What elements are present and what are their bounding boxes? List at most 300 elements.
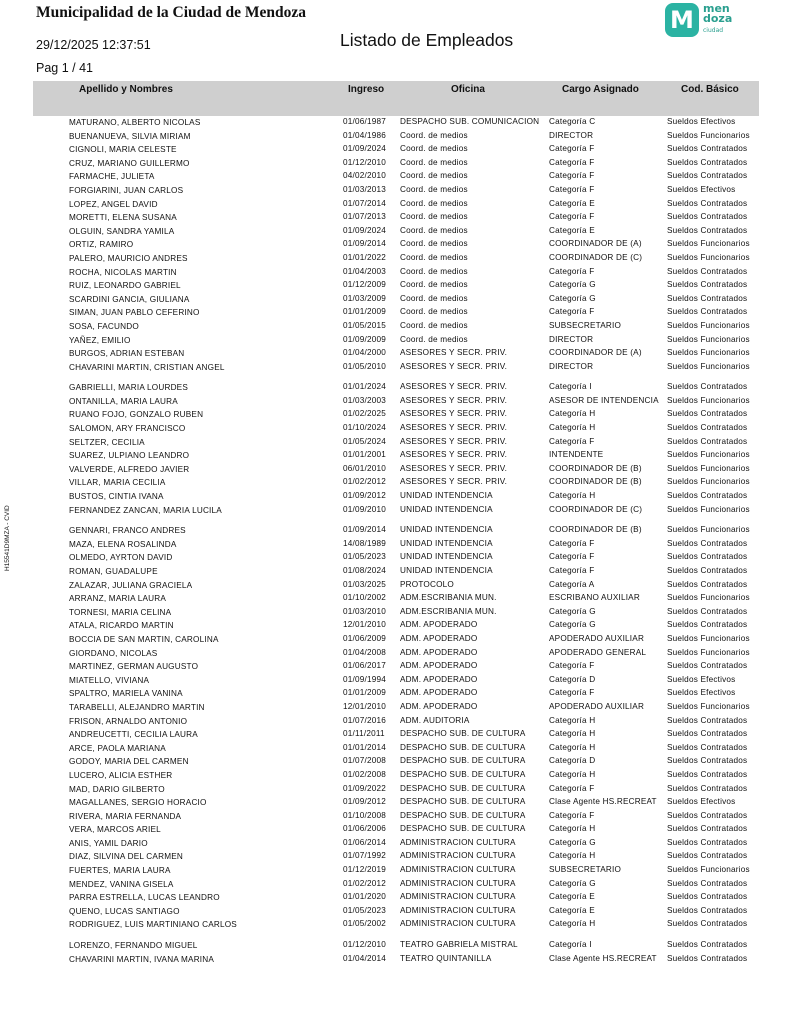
table-row [0, 199, 791, 213]
employee-name: RUANO FOJO, GONZALO RUBEN [69, 410, 204, 420]
ingreso-date: 01/09/2014 [343, 525, 386, 535]
oficina: ASESORES Y SECR. PRIV. [400, 348, 508, 358]
table-row [0, 919, 791, 940]
cod-basico: Sueldos Efectivos [667, 688, 736, 698]
ingreso-date: 01/03/2025 [343, 579, 386, 589]
table-row [0, 770, 791, 784]
cargo-asignado: COORDINADOR DE (A) [549, 348, 642, 358]
employee-name: SUAREZ, ULPIANO LEANDRO [69, 451, 190, 461]
ingreso-date: 01/02/2025 [343, 409, 386, 419]
oficina: ADMINISTRACION CULTURA [400, 905, 516, 915]
logo-wordmark: men doza ciudad [703, 2, 733, 34]
cod-basico: Sueldos Contratados [667, 620, 748, 630]
employee-name: MAGALLANES, SERGIO HORACIO [69, 798, 207, 808]
employee-name: SELTZER, CECILIA [69, 437, 145, 447]
cod-basico: Sueldos Contratados [667, 212, 748, 222]
table-row [0, 226, 791, 240]
table-row [0, 702, 791, 716]
cod-basico: Sueldos Funcionarios [667, 361, 750, 371]
cargo-asignado: INTENDENTE [549, 450, 604, 460]
oficina: ADMINISTRACION CULTURA [400, 892, 516, 902]
cargo-asignado: Categoría I [549, 382, 592, 392]
oficina: ASESORES Y SECR. PRIV. [400, 423, 508, 433]
oficina: ADM. AUDITORIA [400, 715, 470, 725]
ingreso-date: 01/09/2014 [343, 239, 386, 249]
employee-name: TARABELLI, ALEJANDRO MARTIN [69, 702, 205, 712]
cargo-asignado: APODERADO AUXILIAR [549, 633, 645, 643]
cargo-asignado: Categoría F [549, 783, 595, 793]
cargo-asignado: Categoría F [549, 307, 595, 317]
ingreso-date: 01/10/2002 [343, 593, 386, 603]
oficina: ADM. APODERADO [400, 701, 478, 711]
cargo-asignado: Categoría G [549, 293, 596, 303]
cod-basico: Sueldos Contratados [667, 953, 748, 963]
oficina: Coord. de medios [400, 307, 468, 317]
oficina: Coord. de medios [400, 293, 468, 303]
cod-basico: Sueldos Contratados [667, 307, 748, 317]
ingreso-date: 01/02/2008 [343, 769, 386, 779]
cargo-asignado: Categoría F [549, 436, 595, 446]
employee-name: ARRANZ, MARIA LAURA [69, 594, 167, 604]
oficina: ADMINISTRACION CULTURA [400, 878, 516, 888]
cargo-asignado: Categoría H [549, 715, 596, 725]
cod-basico: Sueldos Contratados [667, 606, 748, 616]
employee-name: ANDREUCETTI, CECILIA LAURA [69, 730, 198, 740]
table-row [0, 396, 791, 410]
employee-name: LOPEZ, ANGEL DAVID [69, 199, 158, 209]
employee-name: ROCHA, NICOLAS MARTIN [69, 267, 177, 277]
cargo-asignado: ASESOR DE INTENDENCIA [549, 395, 659, 405]
cod-basico: Sueldos Contratados [667, 171, 748, 181]
cod-basico: Sueldos Contratados [667, 919, 748, 929]
employee-name: MARTINEZ, GERMAN AUGUSTO [69, 662, 199, 672]
cod-basico: Sueldos Contratados [667, 491, 748, 501]
ingreso-date: 01/03/2003 [343, 395, 386, 405]
cod-basico: Sueldos Contratados [667, 293, 748, 303]
cargo-asignado: Categoría H [549, 824, 596, 834]
ingreso-date: 01/06/1987 [343, 117, 386, 126]
cod-basico: Sueldos Efectivos [667, 184, 736, 194]
oficina: ADM.ESCRIBANIA MUN. [400, 593, 497, 603]
table-row [0, 824, 791, 838]
cod-basico: Sueldos Contratados [667, 552, 748, 562]
col-header-ingreso: Ingreso [348, 84, 385, 95]
col-header-name: Apellido y Nombres [79, 84, 173, 95]
employee-name: BUSTOS, CINTIA IVANA [69, 492, 164, 502]
cargo-asignado: Categoría F [549, 552, 595, 562]
cod-basico: Sueldos Contratados [667, 579, 748, 589]
oficina: Coord. de medios [400, 225, 468, 235]
table-row [0, 185, 791, 199]
employee-name: FORGIARINI, JUAN CARLOS [69, 185, 184, 195]
cargo-asignado: Categoría I [549, 940, 592, 950]
table-row [0, 797, 791, 811]
cargo-asignado: Categoría G [549, 606, 596, 616]
employee-name: CRUZ, MARIANO GUILLERMO [69, 158, 190, 168]
table-row [0, 307, 791, 321]
ingreso-date: 01/03/2010 [343, 606, 386, 616]
table-row [0, 409, 791, 423]
employee-name: ONTANILLA, MARIA LAURA [69, 396, 178, 406]
cargo-asignado: Categoría H [549, 491, 596, 501]
cargo-asignado: Categoría E [549, 905, 595, 915]
ingreso-date: 01/06/2006 [343, 824, 386, 834]
cod-basico: Sueldos Funcionarios [667, 463, 750, 473]
oficina: Coord. de medios [400, 239, 468, 249]
ingreso-date: 01/05/2010 [343, 361, 386, 371]
cod-basico: Sueldos Funcionarios [667, 477, 750, 487]
ingreso-date: 01/09/2012 [343, 797, 386, 807]
cod-basico: Sueldos Funcionarios [667, 504, 750, 514]
table-row [0, 620, 791, 634]
cargo-asignado: Categoría F [549, 566, 595, 575]
oficina: Coord. de medios [400, 280, 468, 290]
table-row [0, 552, 791, 566]
table-row [0, 743, 791, 757]
cod-basico: Sueldos Contratados [667, 756, 748, 766]
cargo-asignado: Categoría E [549, 198, 595, 208]
oficina: ASESORES Y SECR. PRIV. [400, 361, 508, 371]
ingreso-date: 01/05/2015 [343, 320, 386, 330]
cargo-asignado: DIRECTOR [549, 334, 594, 344]
oficina: UNIDAD INTENDENCIA [400, 552, 493, 562]
cod-basico: Sueldos Funcionarios [667, 525, 750, 535]
cargo-asignado: Categoría F [549, 171, 595, 181]
oficina: TEATRO GABRIELA MISTRAL [400, 940, 518, 950]
employee-name: FARMACHE, JULIETA [69, 172, 155, 182]
employee-name: FRISON, ARNALDO ANTONIO [69, 716, 188, 726]
cod-basico: Sueldos Contratados [667, 225, 748, 235]
ingreso-date: 01/04/1986 [343, 130, 386, 140]
cod-basico: Sueldos Contratados [667, 783, 748, 793]
table-row [0, 348, 791, 362]
ingreso-date: 01/03/2013 [343, 184, 386, 194]
oficina: ADM. APODERADO [400, 674, 478, 684]
ingreso-date: 01/06/2017 [343, 661, 386, 671]
oficina: Coord. de medios [400, 171, 468, 181]
cargo-asignado: APODERADO AUXILIAR [549, 701, 645, 711]
table-row [0, 879, 791, 893]
page-title: Listado de Empleados [340, 30, 514, 50]
oficina: Coord. de medios [400, 252, 468, 262]
cod-basico: Sueldos Funcionarios [667, 865, 750, 875]
ingreso-date: 01/11/2011 [343, 729, 385, 739]
cod-basico: Sueldos Funcionarios [667, 334, 750, 344]
side-document-code: H15541D9MZA - CVID [4, 505, 11, 571]
oficina: ASESORES Y SECR. PRIV. [400, 382, 508, 392]
ingreso-date: 12/01/2010 [343, 701, 386, 711]
employee-name: CIGNOLI, MARIA CELESTE [69, 145, 177, 155]
cargo-asignado: Categoría H [549, 851, 596, 861]
cod-basico: Sueldos Funcionarios [667, 633, 750, 643]
cargo-asignado: Categoría G [549, 837, 596, 847]
ingreso-date: 01/04/2014 [343, 953, 386, 963]
ingreso-date: 01/01/2024 [343, 382, 386, 392]
cargo-asignado: APODERADO GENERAL [549, 647, 647, 657]
oficina: ADM. APODERADO [400, 633, 478, 643]
cargo-asignado: COORDINADOR DE (B) [549, 463, 642, 473]
cod-basico: Sueldos Contratados [667, 851, 748, 861]
cod-basico: Sueldos Contratados [667, 729, 748, 739]
table-row [0, 865, 791, 879]
table-row [0, 267, 791, 281]
table-row [0, 505, 791, 526]
col-header-cod-basico: Cod. Básico [681, 84, 739, 95]
cargo-asignado: Categoría F [549, 184, 595, 194]
employee-name: FUERTES, MARIA LAURA [69, 866, 171, 876]
cod-basico: Sueldos Contratados [667, 837, 748, 847]
ingreso-date: 01/04/2008 [343, 647, 386, 657]
ingreso-date: 01/09/2009 [343, 334, 386, 344]
employee-name: PALERO, MAURICIO ANDRES [69, 253, 188, 263]
cod-basico: Sueldos Funcionarios [667, 701, 750, 711]
oficina: ADM. APODERADO [400, 647, 478, 657]
oficina: PROTOCOLO [400, 579, 454, 589]
table-row [0, 294, 791, 308]
employee-name: BOCCIA DE SAN MARTIN, CAROLINA [69, 634, 219, 644]
employee-name: GABRIELLI, MARIA LOURDES [69, 383, 189, 393]
employee-name: GODOY, MARIA DEL CARMEN [69, 757, 189, 767]
cargo-asignado: Categoría C [549, 117, 596, 126]
table-row [0, 382, 791, 396]
oficina: DESPACHO SUB. DE CULTURA [400, 810, 526, 820]
employee-name: BUENANUEVA, SILVIA MIRIAM [69, 131, 191, 141]
ingreso-date: 01/07/2008 [343, 756, 386, 766]
table-row [0, 239, 791, 253]
employee-name: PARRA ESTRELLA, LUCAS LEANDRO [69, 893, 220, 903]
employee-name: CHAVARINI MARTIN, IVANA MARINA [69, 954, 215, 964]
oficina: Coord. de medios [400, 130, 468, 140]
oficina: DESPACHO SUB. DE CULTURA [400, 783, 526, 793]
ingreso-date: 01/07/2013 [343, 212, 386, 222]
oficina: DESPACHO SUB. DE CULTURA [400, 756, 526, 766]
table-row [0, 756, 791, 770]
cod-basico: Sueldos Contratados [667, 198, 748, 208]
ingreso-date: 01/02/2012 [343, 477, 386, 487]
employee-name: SOSA, FACUNDO [69, 321, 139, 331]
employee-name: CHAVARINI MARTIN, CRISTIAN ANGEL [69, 362, 225, 372]
employee-name: MAZA, ELENA ROSALINDA [69, 539, 177, 549]
cargo-asignado: Categoría F [549, 157, 595, 167]
oficina: DESPACHO SUB. DE CULTURA [400, 824, 526, 834]
ingreso-date: 01/10/2024 [343, 423, 386, 433]
logo-mark-icon: M [665, 3, 699, 37]
cargo-asignado: Categoría H [549, 423, 596, 433]
ingreso-date: 01/12/2009 [343, 280, 386, 290]
cod-basico: Sueldos Funcionarios [667, 647, 750, 657]
table-row [0, 423, 791, 437]
cargo-asignado: DIRECTOR [549, 130, 594, 140]
table-row [0, 566, 791, 580]
page-number: Pag 1 / 41 [36, 61, 93, 75]
table-row [0, 335, 791, 349]
ingreso-date: 01/07/2016 [343, 715, 386, 725]
oficina: Coord. de medios [400, 212, 468, 222]
cod-basico: Sueldos Funcionarios [667, 593, 750, 603]
table-row [0, 580, 791, 594]
employee-name: GIORDANO, NICOLAS [69, 648, 158, 658]
mendoza-logo [665, 3, 757, 39]
table-row [0, 954, 791, 968]
cod-basico: Sueldos Funcionarios [667, 252, 750, 262]
employee-name: LORENZO, FERNANDO MIGUEL [69, 941, 198, 951]
cod-basico: Sueldos Contratados [667, 382, 748, 392]
employee-name: QUENO, LUCAS SANTIAGO [69, 906, 180, 916]
employee-name: MIATELLO, VIVIANA [69, 675, 150, 685]
table-row [0, 838, 791, 852]
table-row [0, 117, 791, 131]
oficina: Coord. de medios [400, 144, 468, 154]
table-row [0, 171, 791, 185]
oficina: ASESORES Y SECR. PRIV. [400, 409, 508, 419]
cargo-asignado: Categoría G [549, 280, 596, 290]
cod-basico: Sueldos Efectivos [667, 797, 736, 807]
table-row [0, 906, 791, 920]
oficina: DESPACHO SUB. DE CULTURA [400, 797, 526, 807]
table-row [0, 280, 791, 294]
employee-name: RIVERA, MARIA FERNANDA [69, 811, 182, 821]
ingreso-date: 01/01/2009 [343, 307, 386, 317]
cargo-asignado: COORDINADOR DE (C) [549, 504, 643, 514]
cod-basico: Sueldos Contratados [667, 144, 748, 154]
oficina: ADM. APODERADO [400, 661, 478, 671]
cod-basico: Sueldos Funcionarios [667, 239, 750, 249]
employee-name: TORNESI, MARIA CELINA [69, 607, 172, 617]
oficina: ASESORES Y SECR. PRIV. [400, 477, 508, 487]
table-row [0, 477, 791, 491]
report-datetime: 29/12/2025 12:37:51 [36, 38, 151, 52]
ingreso-date: 01/06/2009 [343, 633, 386, 643]
col-header-cargo: Cargo Asignado [562, 84, 639, 95]
employee-name: ROMAN, GUADALUPE [69, 567, 158, 576]
oficina: UNIDAD INTENDENCIA [400, 491, 493, 501]
cod-basico: Sueldos Efectivos [667, 117, 736, 126]
employee-name: FERNANDEZ ZANCAN, MARIA LUCILA [69, 505, 222, 515]
table-row [0, 940, 791, 954]
table-row [0, 144, 791, 158]
oficina: DESPACHO SUB. DE CULTURA [400, 769, 526, 779]
table-row [0, 450, 791, 464]
cod-basico: Sueldos Contratados [667, 878, 748, 888]
table-row [0, 362, 791, 383]
cod-basico: Sueldos Contratados [667, 742, 748, 752]
cod-basico: Sueldos Funcionarios [667, 130, 750, 140]
table-row [0, 607, 791, 621]
oficina: ADM. APODERADO [400, 620, 478, 630]
ingreso-date: 06/01/2010 [343, 463, 386, 473]
cargo-asignado: Categoría F [549, 266, 595, 276]
ingreso-date: 01/09/2010 [343, 504, 386, 514]
cargo-asignado: COORDINADOR DE (C) [549, 252, 643, 262]
table-row [0, 661, 791, 675]
cod-basico: Sueldos Contratados [667, 266, 748, 276]
table-row [0, 539, 791, 553]
cod-basico: Sueldos Contratados [667, 538, 748, 548]
oficina: Coord. de medios [400, 266, 468, 276]
ingreso-date: 01/02/2012 [343, 878, 386, 888]
cargo-asignado: SUBSECRETARIO [549, 865, 622, 875]
cod-basico: Sueldos Contratados [667, 892, 748, 902]
ingreso-date: 01/04/2003 [343, 266, 386, 276]
table-row [0, 851, 791, 865]
oficina: Coord. de medios [400, 334, 468, 344]
employee-name: SIMAN, JUAN PABLO CEFERINO [69, 308, 200, 318]
cargo-asignado: Clase Agente HS.RECREAT [549, 797, 657, 807]
table-row [0, 253, 791, 267]
employee-name: GENNARI, FRANCO ANDRES [69, 526, 186, 536]
cod-basico: Sueldos Contratados [667, 769, 748, 779]
cod-basico: Sueldos Contratados [667, 715, 748, 725]
ingreso-date: 01/01/2022 [343, 252, 386, 262]
table-row [0, 675, 791, 689]
cod-basico: Sueldos Contratados [667, 566, 748, 575]
cargo-asignado: Categoría E [549, 225, 595, 235]
cargo-asignado: Categoría F [549, 688, 595, 698]
employee-name: ANIS, YAMIL DARIO [69, 838, 148, 848]
ingreso-date: 01/07/2014 [343, 198, 386, 208]
cod-basico: Sueldos Efectivos [667, 674, 736, 684]
col-header-oficina: Oficina [451, 84, 485, 95]
table-row [0, 464, 791, 478]
cargo-asignado: Categoría F [549, 538, 595, 548]
employee-name: OLGUIN, SANDRA YAMILA [69, 226, 175, 236]
ingreso-date: 01/07/1992 [343, 851, 386, 861]
ingreso-date: 01/05/2024 [343, 436, 386, 446]
table-row [0, 131, 791, 145]
table-row [0, 716, 791, 730]
cargo-asignado: Categoría E [549, 892, 595, 902]
table-row [0, 634, 791, 648]
cargo-asignado: Categoría D [549, 756, 596, 766]
ingreso-date: 01/09/1994 [343, 674, 386, 684]
ingreso-date: 01/06/2014 [343, 837, 386, 847]
oficina: Coord. de medios [400, 184, 468, 194]
table-row [0, 437, 791, 451]
employee-name: MENDEZ, VANINA GISELA [69, 879, 174, 889]
cargo-asignado: Categoría H [549, 729, 596, 739]
cod-basico: Sueldos Funcionarios [667, 450, 750, 460]
oficina: DESPACHO SUB. DE CULTURA [400, 742, 526, 752]
cargo-asignado: Categoría H [549, 769, 596, 779]
ingreso-date: 01/12/2010 [343, 157, 386, 167]
cod-basico: Sueldos Contratados [667, 280, 748, 290]
cargo-asignado: Categoría G [549, 620, 596, 630]
ingreso-date: 12/01/2010 [343, 620, 386, 630]
cod-basico: Sueldos Contratados [667, 905, 748, 915]
cargo-asignado: Categoría H [549, 409, 596, 419]
cargo-asignado: COORDINADOR DE (B) [549, 477, 642, 487]
organization-name: Municipalidad de la Ciudad de Mendoza [36, 4, 307, 21]
employee-name: VALVERDE, ALFREDO JAVIER [69, 464, 190, 474]
ingreso-date: 01/08/2024 [343, 566, 386, 575]
table-row [0, 688, 791, 702]
cargo-asignado: Categoría A [549, 579, 595, 589]
cod-basico: Sueldos Contratados [667, 824, 748, 834]
cod-basico: Sueldos Contratados [667, 810, 748, 820]
ingreso-date: 01/01/2001 [343, 450, 386, 460]
employee-name: MATURANO, ALBERTO NICOLAS [69, 118, 201, 127]
employee-name: ARCE, PAOLA MARIANA [69, 743, 166, 753]
oficina: Coord. de medios [400, 198, 468, 208]
oficina: ASESORES Y SECR. PRIV. [400, 436, 508, 446]
oficina: TEATRO QUINTANILLA [400, 953, 492, 963]
oficina: DESPACHO SUB. COMUNICACION [400, 117, 540, 126]
cargo-asignado: SUBSECRETARIO [549, 320, 622, 330]
ingreso-date: 01/12/2010 [343, 940, 386, 950]
table-row [0, 321, 791, 335]
cargo-asignado: COORDINADOR DE (B) [549, 525, 642, 535]
employee-name: SPALTRO, MARIELA VANINA [69, 689, 183, 699]
